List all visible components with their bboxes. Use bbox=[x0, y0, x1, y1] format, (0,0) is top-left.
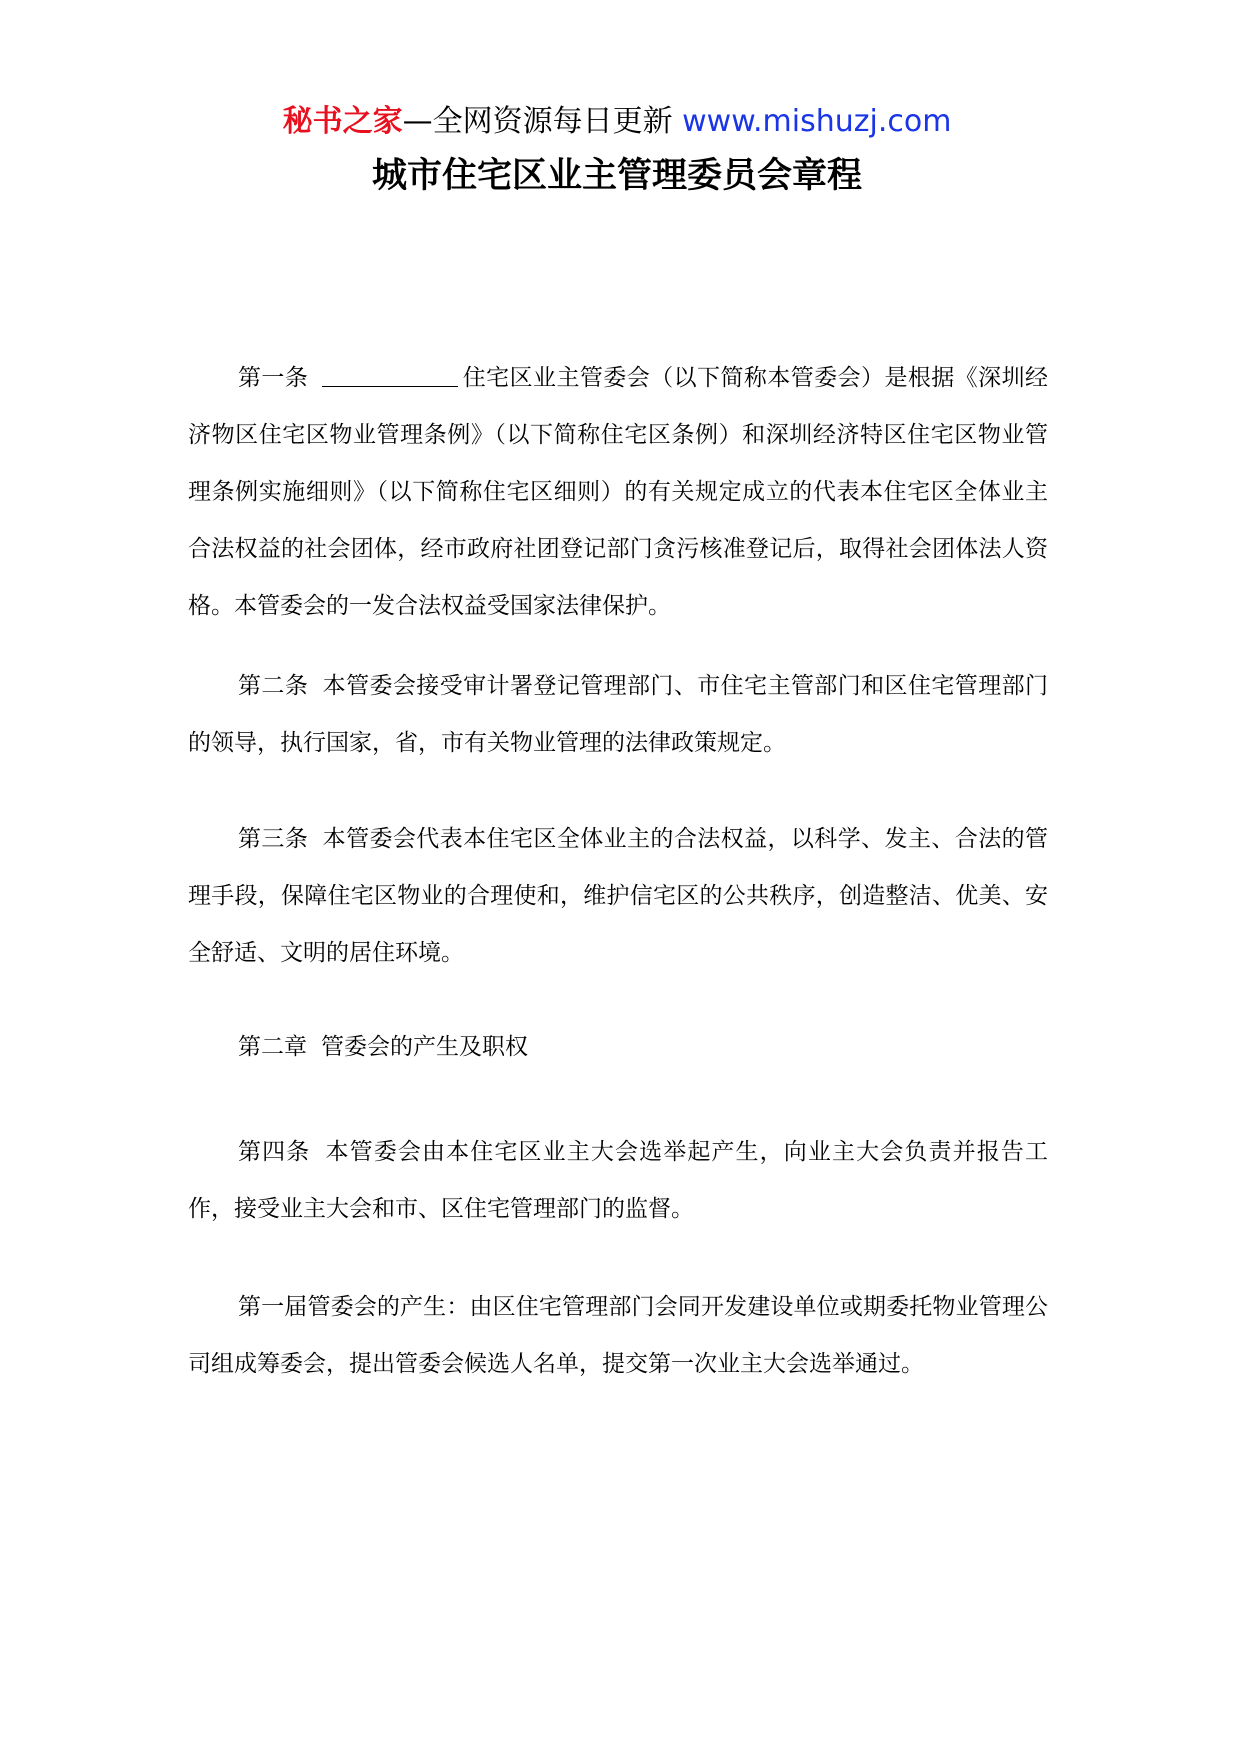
article-4-text: 本管委会由本住宅区业主大会选举起产生，向业主大会负责并报告工作，接受业主大会和市、区住宅管理部门的监督。 bbox=[188, 1139, 1049, 1222]
article-2 bbox=[188, 658, 1048, 772]
fill-in-blank[interactable] bbox=[322, 358, 458, 387]
article-4 bbox=[188, 1124, 1048, 1238]
article-1-text: 住宅区业主管委会（以下简称本管委会）是根据《深圳经济物区住宅区物业管理条例》（以下简称住宅区条例）和深圳经济特区住宅区物业管理条例实施细则》（以下简称住宅区细则）的有关规定成立的代表本住宅区全体业主合法权益的社会团体，经市政府社团登记部门贪污核准登记后，取得社会团体法人资格。本管委会的一发合法权益受国家法律保护。 bbox=[188, 365, 1049, 619]
article-2-label: 第二条 bbox=[238, 673, 309, 699]
article-3-label: 第三条 bbox=[238, 826, 309, 852]
site-url-link[interactable]: www.mishuzj.com bbox=[682, 104, 952, 139]
chapter-2-heading bbox=[188, 1019, 1048, 1076]
site-banner bbox=[0, 100, 1234, 144]
brand-name: 秘书之家 bbox=[282, 104, 403, 139]
first-committee-text: 第一届管委会的产生：由区住宅管理部门会同开发建设单位或期委托物业管理公司组成筹委会，提出管委会候选人名单，提交第一次业主大会选举通过。 bbox=[188, 1294, 1048, 1377]
chapter-2-label: 第二章 bbox=[238, 1034, 307, 1060]
article-1 bbox=[188, 350, 1048, 635]
article-1-label: 第一条 bbox=[238, 365, 309, 391]
site-slogan: —全网资源每日更新 bbox=[402, 104, 673, 139]
article-2-text: 本管委会接受审计署登记管理部门、市住宅主管部门和区住宅管理部门的领导，执行国家，省，市有关物业管理的法律政策规定。 bbox=[188, 673, 1049, 756]
article-3 bbox=[188, 811, 1048, 982]
chapter-2-title: 管委会的产生及职权 bbox=[321, 1034, 528, 1060]
article-3-text: 本管委会代表本住宅区全体业主的合法权益，以科学、发主、合法的管理手段，保障住宅区物业的合理使和，维护信宅区的公共秩序，创造整洁、优美、安全舒适、文明的居住环境。 bbox=[188, 826, 1049, 966]
first-committee-paragraph bbox=[188, 1279, 1048, 1393]
article-4-label: 第四条 bbox=[238, 1139, 311, 1165]
document-title: 城市住宅区业主管理委员会章程 bbox=[371, 156, 862, 196]
